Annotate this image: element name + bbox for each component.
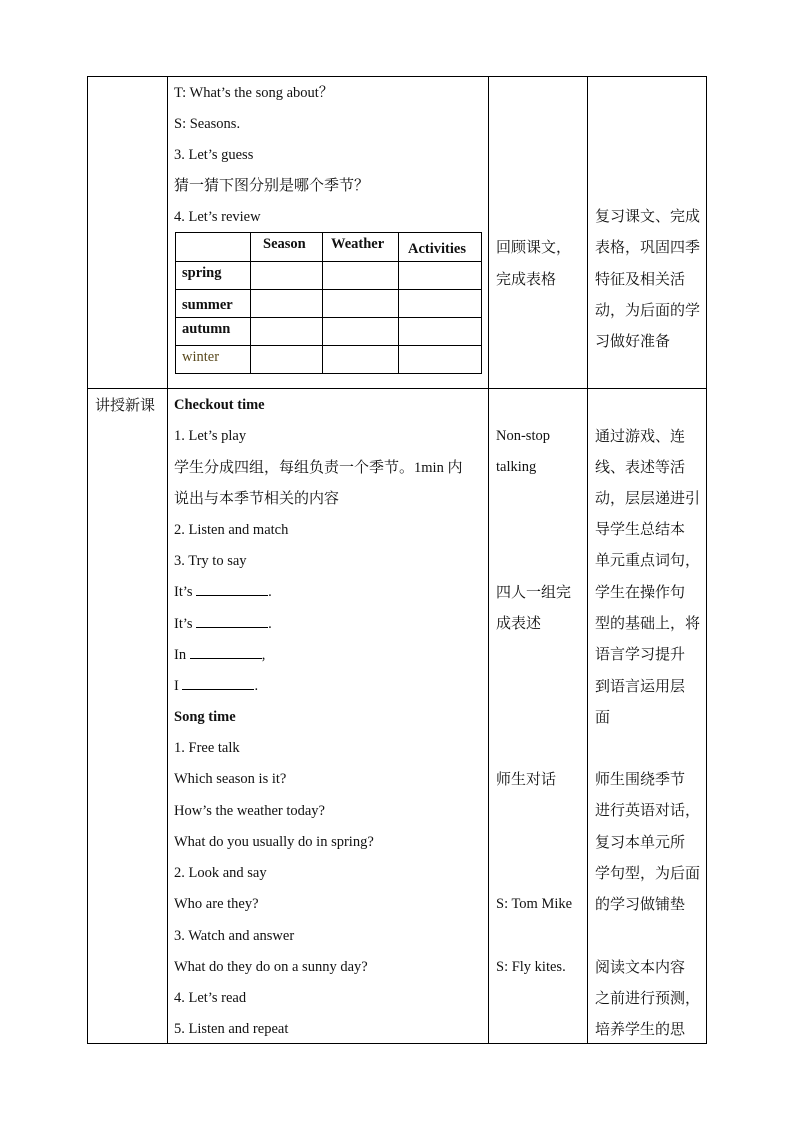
student-activity-line: S: Fly kites.	[496, 959, 566, 975]
design-intent-line: 培养学生的思	[595, 1020, 686, 1038]
review-row-winter: winter	[182, 349, 220, 365]
design-intent-line: 进行英语对话，	[595, 801, 701, 819]
sentence-pattern-2: It’s .	[174, 616, 272, 632]
sentence-pattern-4: I .	[174, 678, 259, 694]
student-activity-line: 四人一组完	[496, 583, 572, 601]
review-header-activities: Activities	[408, 241, 466, 257]
content-line: What do you usually do in spring?	[174, 834, 374, 850]
table-bottom-border	[87, 1043, 707, 1044]
content-line: 3. Watch and answer	[174, 928, 295, 944]
section-title-song: Song time	[174, 709, 236, 725]
student-activity-line: S: Tom Mike	[496, 896, 573, 912]
design-intent-line: 通过游戏、连	[595, 427, 686, 445]
table-left-border	[87, 76, 88, 1044]
content-line: 1. Free talk	[174, 740, 240, 756]
design-intent-line: 的学习做铺垫	[595, 895, 686, 913]
design-intent-line: 表格，巩固四季	[595, 238, 701, 256]
design-intent-line: 型的基础上，将	[595, 614, 701, 632]
design-intent-line: 到语言运用层	[595, 677, 686, 695]
design-intent-line: 师生围绕季节	[595, 770, 686, 788]
content-line: 猜一猜下图分别是哪个季节？	[174, 176, 370, 194]
content-line-play-desc: 学生分成四组，每组负责一个季节。1min 内	[174, 458, 463, 476]
design-intent-line: 单元重点词句，	[595, 551, 701, 569]
review-row-summer: summer	[182, 297, 233, 313]
content-line: 说出与本季节相关的内容	[174, 489, 340, 507]
student-activity-line: Non-stop	[496, 428, 550, 444]
table-top-border	[87, 76, 707, 77]
column-divider-2	[488, 76, 489, 1044]
column-divider-1	[167, 76, 168, 1044]
content-line: T: What’s the song about？	[174, 85, 334, 101]
design-intent-line: 特征及相关活	[595, 270, 686, 288]
fill-blank	[196, 583, 268, 596]
content-line: S: Seasons.	[174, 116, 241, 132]
design-intent-line: 学生在操作句	[595, 583, 686, 601]
student-activity-line: talking	[496, 459, 537, 475]
fill-blank	[182, 677, 254, 690]
design-intent-line: 复习本单元所	[595, 833, 686, 851]
fill-blank	[190, 646, 262, 659]
student-activity-line: 成表述	[496, 614, 542, 632]
content-line: What do they do on a sunny day?	[174, 959, 368, 975]
content-line: 3. Try to say	[174, 553, 247, 569]
student-activity-line: 回顾课文，	[496, 238, 572, 256]
content-line: 4. Let’s read	[174, 990, 247, 1006]
design-intent-line: 之前进行预测，	[595, 989, 701, 1007]
design-intent-line: 习做好准备	[595, 332, 671, 350]
stage-label: 讲授新课	[95, 396, 156, 414]
student-activity-line: 师生对话	[496, 770, 557, 788]
content-line: How’s the weather today?	[174, 803, 325, 819]
design-intent-line: 导学生总结本	[595, 520, 686, 538]
review-row-spring: spring	[182, 265, 222, 281]
content-line: Who are they?	[174, 896, 259, 912]
review-header-weather: Weather	[331, 236, 385, 252]
review-row-autumn: autumn	[182, 321, 231, 337]
content-line: 2. Look and say	[174, 865, 267, 881]
column-divider-3	[587, 76, 588, 1044]
content-line: 2. Listen and match	[174, 522, 289, 538]
design-intent-line: 学句型，为后面	[595, 864, 701, 882]
design-intent-line: 动，为后面的学	[595, 301, 701, 319]
sentence-pattern-1: It’s .	[174, 584, 272, 600]
design-intent-line: 语言学习提升	[595, 645, 686, 663]
fill-blank	[196, 615, 268, 628]
design-intent-line: 面	[595, 708, 611, 726]
content-line: 1. Let’s play	[174, 428, 247, 444]
section-title-checkout: Checkout time	[174, 397, 265, 413]
review-header-season: Season	[263, 236, 306, 252]
content-line: Which season is it?	[174, 771, 287, 787]
design-intent-line: 阅读文本内容	[595, 958, 686, 976]
design-intent-line: 复习课文、完成	[595, 207, 701, 225]
row-divider	[87, 388, 707, 389]
sentence-pattern-3: In ,	[174, 647, 266, 663]
content-line: 5. Listen and repeat	[174, 1021, 289, 1037]
design-intent-line: 动，层层递进引	[595, 489, 701, 507]
design-intent-line: 线、表述等活	[595, 458, 686, 476]
content-line: 4. Let’s review	[174, 209, 261, 225]
student-activity-line: 完成表格	[496, 270, 557, 288]
table-right-border	[706, 76, 707, 1044]
content-line: 3. Let’s guess	[174, 147, 254, 163]
